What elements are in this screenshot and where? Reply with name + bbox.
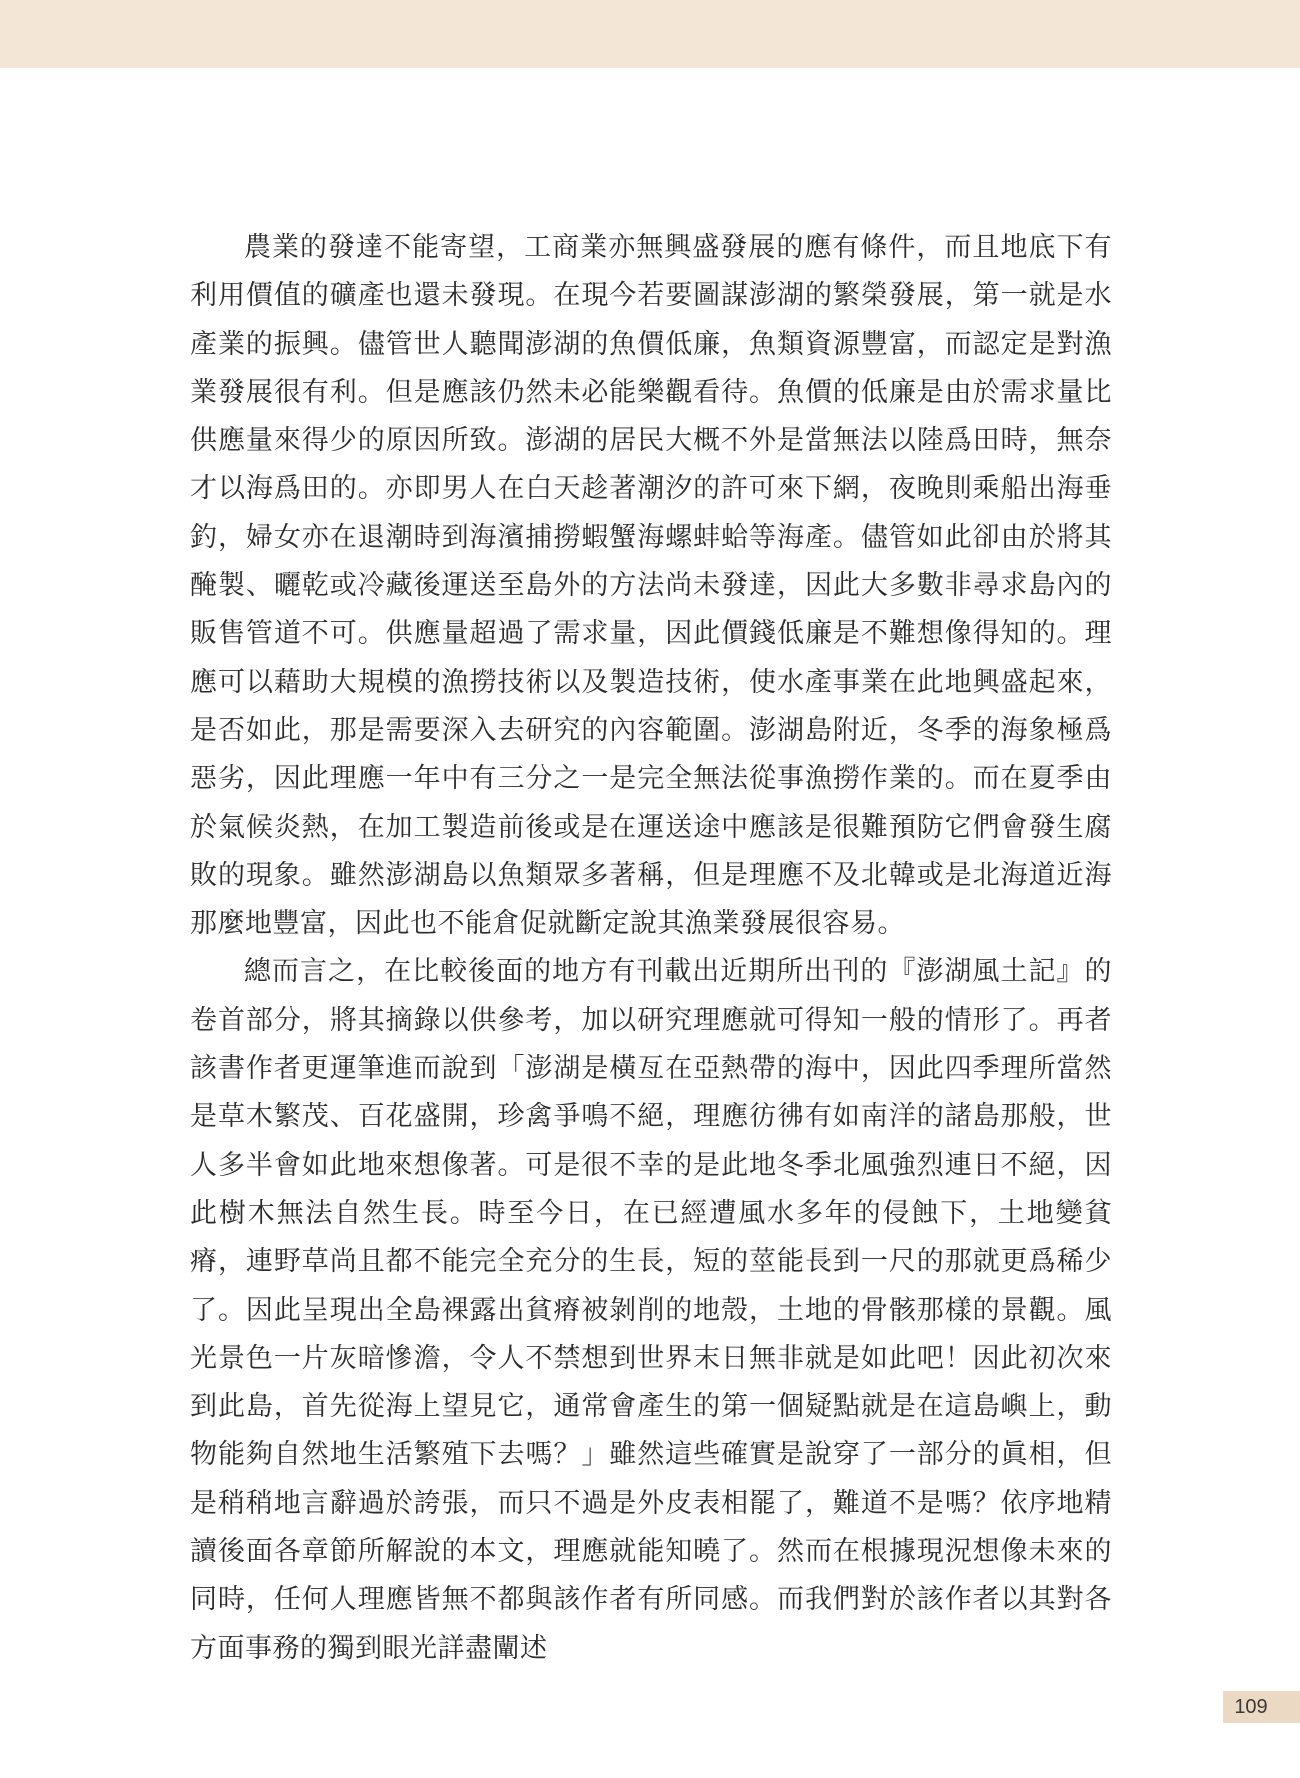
header-band <box>0 0 1300 68</box>
paragraph-2: 總而言之，在比較後面的地方有刊載出近期所出刊的『澎湖風土記』的卷首部分，將其摘錄以供參考，加以研究理應就可得知一般的情形了。再者該書作者更運筆進而說到「澎湖是橫亙在亞熱帶的海中，因此四季理所當然是草木繁茂、百花盛開，珍禽爭鳴不絕，理應彷彿有如南洋的諸島那般，世人多半會如此地來想像著。可是很不幸的是此地冬季北風強烈連日不絕，因此樹木無法自然生長。時至今日，在已經遭風水多年的侵蝕下，土地變貧瘠，連野草尚且都不能完全充分的生長，短的莖能長到一尺的那就更爲稀少了。因此呈現出全島裸露出貧瘠被剝削的地殼，土地的骨骸那樣的景觀。風光景色一片灰暗慘澹，令人不禁想到世界末日無非就是如此吧！因此初次來到此島，首先從海上望見它，通常會產生的第一個疑點就是在這島嶼上，動物能夠自然地生活繁殖下去嗎？」雖然這些確實是說穿了一部分的眞相，但是稍稍地言辭過於誇張，而只不過是外皮表相罷了，難道不是嗎？依序地精讀後面各章節所解說的本文，理應就能知曉了。然而在根據現況想像未來的同時，任何人理應皆無不都與該作者有所同感。而我們對於該作者以其對各方面事務的獨到眼光詳盡闡述 <box>190 956 1112 1664</box>
page-body <box>190 224 1112 1673</box>
paragraph-1: 農業的發達不能寄望，工商業亦無興盛發展的應有條件，而且地底下有利用價值的礦產也還未發現。在現今若要圖謀澎湖的繁榮發展，第一就是水產業的振興。儘管世人聽聞澎湖的魚價低廉，魚類資源豐富，而認定是對漁業發展很有利。但是應該仍然未必能樂觀看待。魚價的低廉是由於需求量比供應量來得少的原因所致。澎湖的居民大概不外是當無法以陸爲田時，無奈才以海爲田的。亦即男人在白天趁著潮汐的許可來下網，夜晚則乘船出海垂釣，婦女亦在退潮時到海濱捕撈蝦蟹海螺蚌蛤等海產。儘管如此卻由於將其醃製、曬乾或冷藏後運送至島外的方法尚未發達，因此大多數非尋求島內的販售管道不可。供應量超過了需求量，因此價錢低廉是不難想像得知的。理應可以藉助大規模的漁撈技術以及製造技術，使水產事業在此地興盛起來，是否如此，那是需要深入去研究的內容範圍。澎湖島附近，冬季的海象極爲惡劣，因此理應一年中有三分之一是完全無法從事漁撈作業的。而在夏季由於氣候炎熱，在加工製造前後或是在運送途中應該是很難預防它們會發生腐敗的現象。雖然澎湖島以魚類眾多著稱，但是理應不及北韓或是北海道近海那麼地豐富，因此也不能倉促就斷定說其漁業發展很容易。 <box>190 232 1112 940</box>
page-number: 109 <box>1234 1696 1268 1718</box>
